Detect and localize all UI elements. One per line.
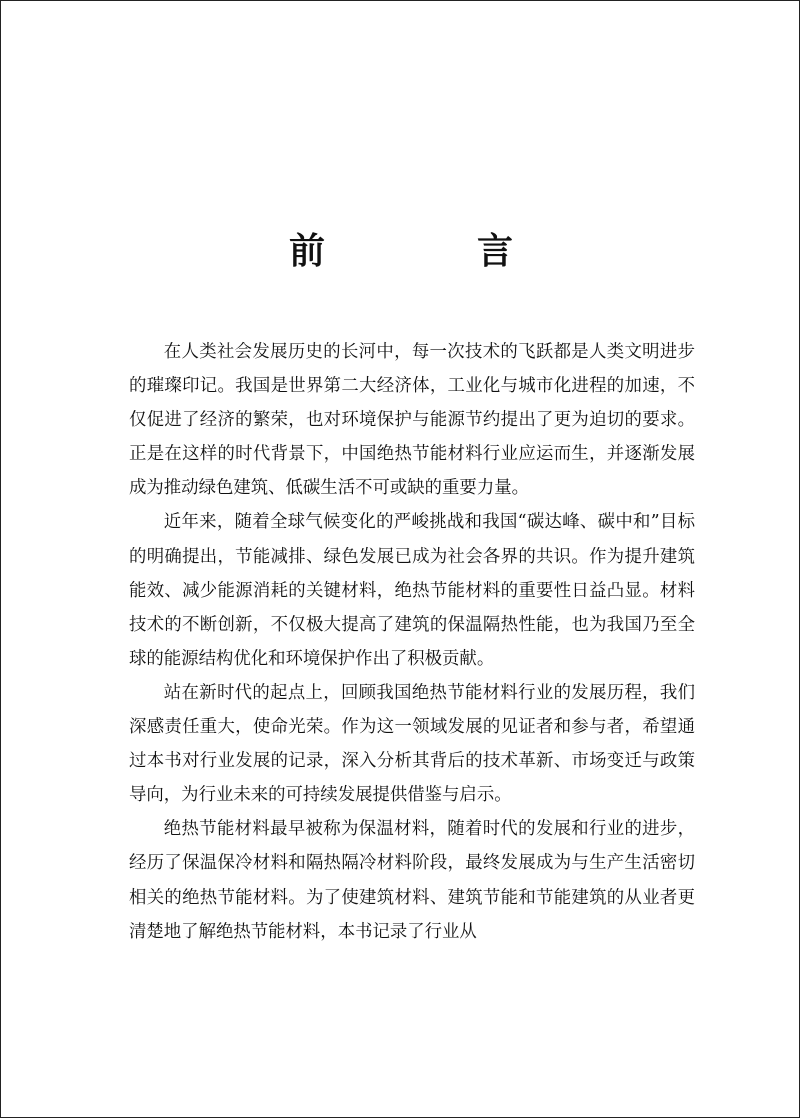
preface-body bbox=[129, 335, 695, 949]
paragraph: 在人类社会发展历史的长河中，每一次技术的飞跃都是人类文明进步的璀璨印记。我国是世界第二大经济体，工业化与城市化进程的加速，不仅促进了经济的繁荣，也对环境保护与能源节约提出了更为迫切的要求。正是在这样的时代背景下，中国绝热节能材料行业应运而生，并逐渐发展成为推动绿色建筑、低碳生活不可或缺的重要力量。 bbox=[129, 342, 695, 499]
paragraph: 站在新时代的起点上，回顾我国绝热节能材料行业的发展历程，我们深感责任重大，使命光荣。作为这一领域发展的见证者和参与者，希望通过本书对行业发展的记录，深入分析其背后的技术革新、市场变迁与政策导向，为行业未来的可持续发展提供借鉴与启示。 bbox=[129, 682, 695, 806]
paragraph: 近年来，随着全球气候变化的严峻挑战和我国“碳达峰、碳中和”目标的明确提出，节能减排、绿色发展已成为社会各界的共识。作为提升建筑能效、减少能源消耗的关键材料，绝热节能材料的重要性日益凸显。材料技术的不断创新，不仅极大提高了建筑的保温隔热性能，也为我国乃至全球的能源结构优化和环境保护作出了积极贡献。 bbox=[129, 512, 695, 669]
paragraph: 绝热节能材料最早被称为保温材料，随着时代的发展和行业的进步，经历了保温保冷材料和隔热隔冷材料阶段，最终发展成为与生产生活密切相关的绝热节能材料。为了使建筑材料、建筑节能和节能建筑的从业者更清楚地了解绝热节能材料，本书记录了行业从 bbox=[129, 819, 695, 942]
page-title: 前 言 bbox=[288, 230, 571, 272]
